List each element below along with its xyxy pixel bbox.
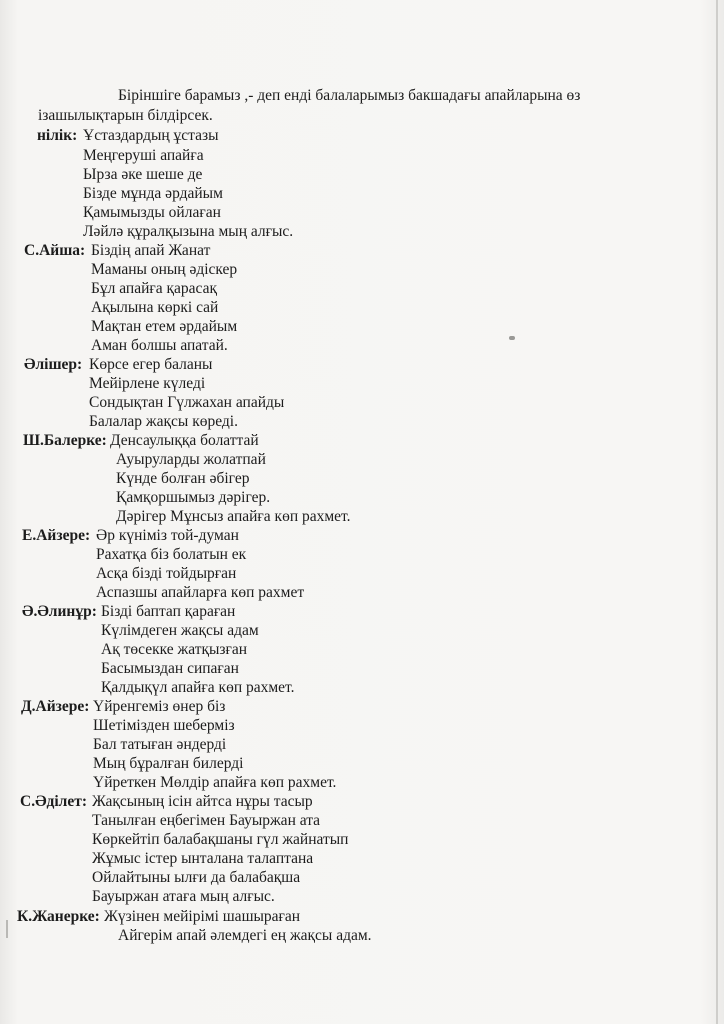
speaker-label: Әлішер: xyxy=(24,356,83,373)
verse-line: Танылған еңбегімен Бауыржан ата xyxy=(92,812,321,829)
verse-line: Жақсының ісін айтса нұры тасыр xyxy=(92,793,313,810)
scan-speck xyxy=(509,336,515,340)
verse-line: Бұл апайға қарасақ xyxy=(91,280,218,297)
verse-line: Күнде болған әбігер xyxy=(116,470,250,487)
verse-line: Аспазшы апайларға көп рахмет xyxy=(96,584,305,601)
verse-line: Ақылына көркі сай xyxy=(91,299,219,316)
verse-line: Үйреткен Мөлдір апайға көп рахмет. xyxy=(93,774,337,791)
verse-line: Көрсе егер баланы xyxy=(89,356,213,373)
verse-line: Рахатқа біз болатын ек xyxy=(96,546,247,563)
verse-line: Ырза әке шеше де xyxy=(83,166,203,183)
scan-edge-line xyxy=(716,0,718,1024)
speaker-label: С.Айша: xyxy=(24,242,86,259)
speaker-label: С.Әділет: xyxy=(20,793,88,810)
verse-line: Айгерім апай әлемдегі ең жақсы адам. xyxy=(118,927,372,944)
speaker-label: Ш.Балерке: xyxy=(23,432,107,449)
verse-line: Басымыздан сипаған xyxy=(101,660,239,677)
verse-line: Күлімдеген жақсы адам xyxy=(101,622,259,639)
verse-line: Маманы оның әдіскер xyxy=(91,261,238,278)
verse-line: Біздің апай Жанат xyxy=(91,242,211,259)
verse-line: Мейірлене күледі xyxy=(89,375,206,392)
verse-line: Көркейтіп балабақшаны гүл жайнатып xyxy=(92,831,349,848)
verse-line: Ауыруларды жолатпай xyxy=(116,451,266,468)
speaker-label: Е.Айзере: xyxy=(22,527,91,544)
verse-line: Бауыржан атаға мың алғыс. xyxy=(92,888,275,905)
verse-line: Қалдықүл апайға көп рахмет. xyxy=(101,679,295,696)
verse-line: Меңгеруші апайға xyxy=(83,147,204,164)
verse-line: Шетімізден шеберміз xyxy=(93,717,235,734)
scan-edge-mark xyxy=(6,920,8,938)
verse-line: Бал татыған әндерді xyxy=(93,736,227,753)
verse-line: Қамымызды ойлаған xyxy=(83,204,221,221)
verse-line: Жүзінен мейірімі шашыраған xyxy=(104,908,301,925)
speaker-label: Ә.Әлинұр: xyxy=(22,603,97,620)
verse-line: Мақтан етем әрдайым xyxy=(91,318,238,335)
verse-line: Денсаулыққа болаттай xyxy=(110,432,259,449)
verse-line: Мың бұралған билерді xyxy=(93,755,244,772)
verse-line: Сондықтан Гүлжахан апайды xyxy=(89,394,285,411)
verse-line: Аман болшы апатай. xyxy=(91,337,228,354)
verse-line: Бізде мұнда әрдайым xyxy=(83,185,223,202)
intro-line-2: ізашылықтарын білдірсек. xyxy=(38,107,213,124)
verse-line: Дәрігер Мұнсыз апайға көп рахмет. xyxy=(116,508,351,525)
verse-line: Әр күніміз той-думан xyxy=(96,527,239,544)
speaker-label: Д.Айзере: xyxy=(21,698,90,715)
verse-line: Қамқоршымыз дәрігер. xyxy=(116,489,271,506)
verse-line: Балалар жақсы көреді. xyxy=(89,413,238,430)
verse-line: Жұмыс істер ынталана талаптана xyxy=(92,850,314,867)
verse-line: Бізді баптап қараған xyxy=(101,603,236,620)
verse-line: Ұстаздардың ұстазы xyxy=(83,127,219,144)
verse-line: Асқа бізді тойдырған xyxy=(96,565,237,582)
speaker-label: нілік: xyxy=(37,127,78,144)
verse-line: Үйренгеміз өнер біз xyxy=(93,698,226,715)
speaker-label: К.Жанерке: xyxy=(17,908,100,925)
verse-line: Ойлайтыны ылғи да балабақша xyxy=(92,869,301,886)
verse-line: Ләйлә құралқызына мың алғыс. xyxy=(83,223,294,240)
intro-line-1: Біріншіге барамыз ,- деп енді балаларымыз бакшадағы апайларына өз xyxy=(118,87,581,104)
verse-line: Ақ төсекке жатқызған xyxy=(101,641,248,658)
